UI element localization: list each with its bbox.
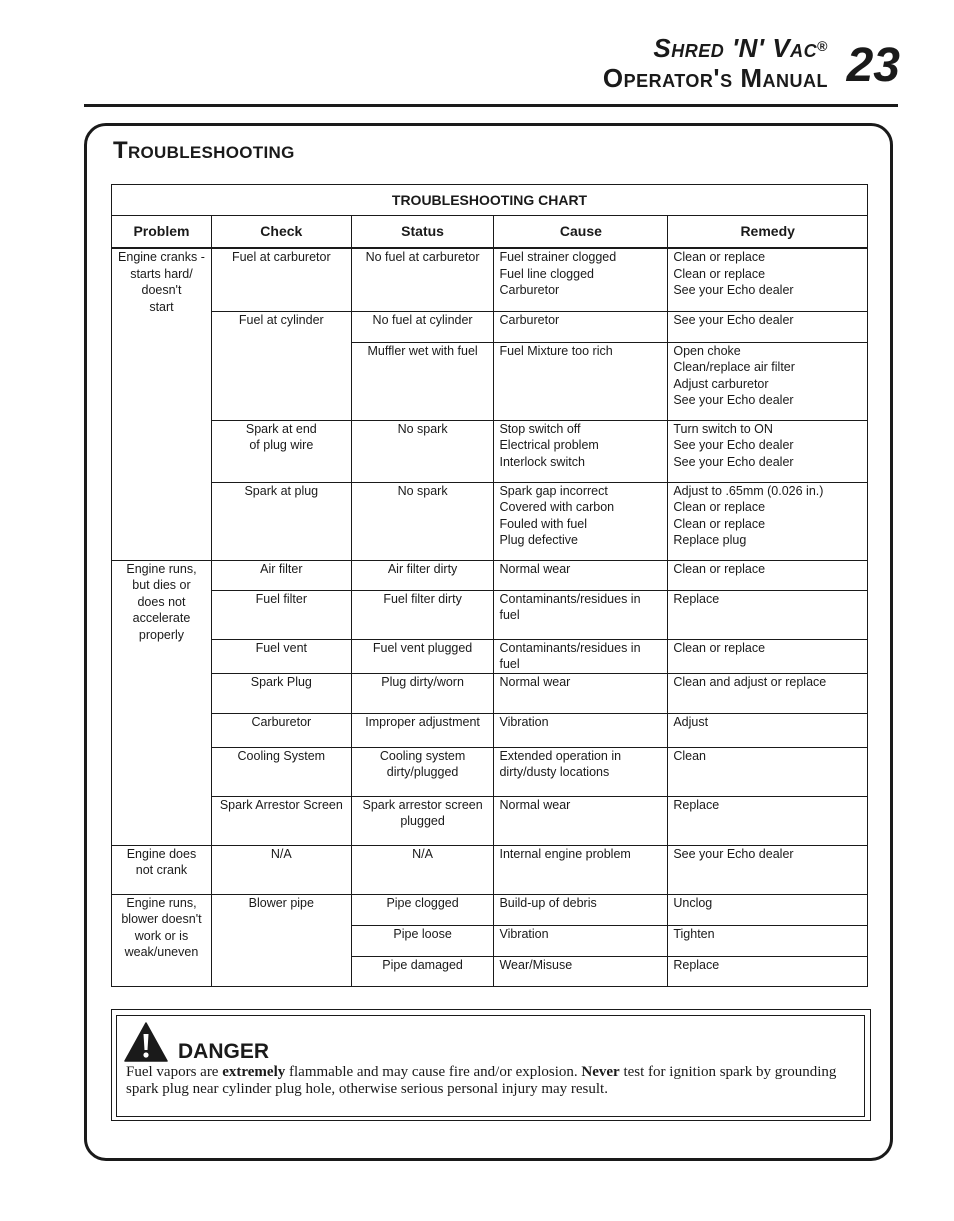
- problem-cell: Engine does not crank: [112, 845, 212, 894]
- column-header-problem: Problem: [112, 216, 212, 249]
- warning-triangle-icon: [124, 1022, 168, 1062]
- header-divider: [84, 104, 898, 107]
- cause-cell: Build-up of debris: [494, 894, 668, 925]
- check-cell: Spark Arrestor Screen: [211, 796, 351, 845]
- page-number: 23: [846, 39, 900, 92]
- check-cell: N/A: [211, 845, 351, 894]
- remedy-cell: Replace: [668, 796, 868, 845]
- check-cell: Fuel at cylinder: [211, 311, 351, 420]
- remedy-cell: Replace: [668, 590, 868, 639]
- cause-cell: Fuel Mixture too rich: [494, 342, 668, 420]
- cause-cell: Stop switch off Electrical problem Interlock switch: [494, 420, 668, 482]
- column-header-cause: Cause: [494, 216, 668, 249]
- problem-cell: Engine cranks - starts hard/ doesn't start: [112, 248, 212, 560]
- status-cell: Air filter dirty: [351, 560, 494, 590]
- cause-cell: Normal wear: [494, 560, 668, 590]
- danger-label: DANGER: [178, 1040, 270, 1063]
- cause-cell: Contaminants/residues in fuel: [494, 639, 668, 673]
- table-row: [112, 713, 868, 747]
- remedy-cell: Adjust to .65mm (0.026 in.) Clean or replace Clean or replace Replace plug: [668, 482, 868, 560]
- column-header-check: Check: [211, 216, 351, 249]
- table-row: [112, 420, 868, 482]
- chart-title: TROUBLESHOOTING CHART: [112, 185, 868, 216]
- check-cell: Spark at plug: [211, 482, 351, 560]
- product-name: Shred 'N' Vac: [653, 33, 818, 63]
- status-cell: Pipe loose: [351, 925, 494, 956]
- status-cell: Pipe damaged: [351, 956, 494, 986]
- check-cell: Spark Plug: [211, 673, 351, 713]
- status-cell: No fuel at carburetor: [351, 248, 494, 311]
- table-row: [112, 248, 868, 311]
- remedy-cell: Clean or replace Clean or replace See your Echo dealer: [668, 248, 868, 311]
- table-row: [112, 590, 868, 639]
- column-header-remedy: Remedy: [668, 216, 868, 249]
- remedy-cell: Tighten: [668, 925, 868, 956]
- check-cell: Fuel filter: [211, 590, 351, 639]
- status-cell: No spark: [351, 420, 494, 482]
- status-cell: Cooling system dirty/plugged: [351, 747, 494, 796]
- check-cell: Blower pipe: [211, 894, 351, 986]
- cause-cell: Vibration: [494, 713, 668, 747]
- check-cell: Fuel at carburetor: [211, 248, 351, 311]
- status-cell: Pipe clogged: [351, 894, 494, 925]
- table-row: [112, 639, 868, 673]
- manual-title: [603, 33, 828, 93]
- status-cell: No spark: [351, 482, 494, 560]
- cause-cell: Fuel strainer clogged Fuel line clogged Carburetor: [494, 248, 668, 311]
- table-row: [112, 311, 868, 342]
- table-row: [112, 796, 868, 845]
- problem-cell: Engine runs, blower doesn't work or is weak/uneven: [112, 894, 212, 986]
- remedy-cell: See your Echo dealer: [668, 845, 868, 894]
- check-cell: Carburetor: [211, 713, 351, 747]
- cause-cell: Wear/Misuse: [494, 956, 668, 986]
- remedy-cell: Replace: [668, 956, 868, 986]
- cause-cell: Vibration: [494, 925, 668, 956]
- status-cell: Muffler wet with fuel: [351, 342, 494, 420]
- problem-cell: Engine runs, but dies or does not accelerate properly: [112, 560, 212, 845]
- registered-mark: ®: [817, 38, 828, 54]
- status-cell: Spark arrestor screen plugged: [351, 796, 494, 845]
- remedy-cell: Clean or replace: [668, 639, 868, 673]
- cause-cell: Spark gap incorrect Covered with carbon Fouled with fuel Plug defective: [494, 482, 668, 560]
- cause-cell: Carburetor: [494, 311, 668, 342]
- remedy-cell: Adjust: [668, 713, 868, 747]
- manual-subtitle: Operator's Manual: [602, 63, 828, 93]
- status-cell: N/A: [351, 845, 494, 894]
- section-title: Troubleshooting: [113, 137, 295, 164]
- cause-cell: Extended operation in dirty/dusty locations: [494, 747, 668, 796]
- status-cell: No fuel at cylinder: [351, 311, 494, 342]
- cause-cell: Normal wear: [494, 796, 668, 845]
- cause-cell: Contaminants/residues in fuel: [494, 590, 668, 639]
- remedy-cell: See your Echo dealer: [668, 311, 868, 342]
- remedy-cell: Clean or replace: [668, 560, 868, 590]
- table-row: [112, 673, 868, 713]
- check-cell: Air filter: [211, 560, 351, 590]
- check-cell: Fuel vent: [211, 639, 351, 673]
- check-cell: Spark at end of plug wire: [211, 420, 351, 482]
- table-row: [112, 845, 868, 894]
- status-cell: Plug dirty/worn: [351, 673, 494, 713]
- remedy-cell: Turn switch to ON See your Echo dealer See your Echo dealer: [668, 420, 868, 482]
- remedy-cell: Clean and adjust or replace: [668, 673, 868, 713]
- troubleshooting-chart: [111, 184, 868, 987]
- status-cell: Fuel filter dirty: [351, 590, 494, 639]
- remedy-cell: Clean: [668, 747, 868, 796]
- cause-cell: Internal engine problem: [494, 845, 668, 894]
- table-row: [112, 560, 868, 590]
- check-cell: Cooling System: [211, 747, 351, 796]
- remedy-cell: Unclog: [668, 894, 868, 925]
- danger-message: Fuel vapors are extremely flammable and may cause fire and/or explosion. Never test for ignition spark by grounding spark plug near cylinder plug hole, otherwise serious personal injury may result.: [126, 1064, 837, 1097]
- table-row: [112, 747, 868, 796]
- chart-body: [112, 248, 868, 986]
- cause-cell: Normal wear: [494, 673, 668, 713]
- status-cell: Fuel vent plugged: [351, 639, 494, 673]
- remedy-cell: Open choke Clean/replace air filter Adjust carburetor See your Echo dealer: [668, 342, 868, 420]
- table-row: [112, 482, 868, 560]
- status-cell: Improper adjustment: [351, 713, 494, 747]
- table-row: [112, 894, 868, 925]
- column-header-status: Status: [351, 216, 494, 249]
